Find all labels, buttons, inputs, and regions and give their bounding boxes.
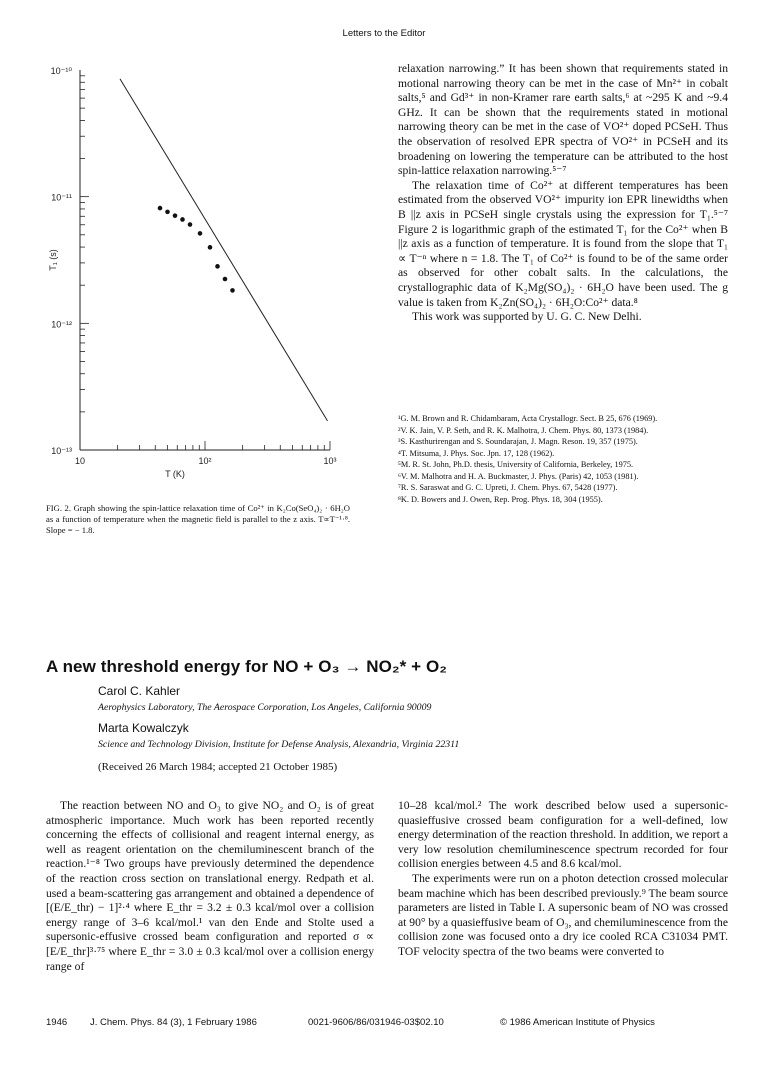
author-name: Marta Kowalczyk [98,721,189,735]
reference-item: ¹G. M. Brown and R. Chidambaram, Acta Crystallogr. Sect. B 25, 676 (1969). [398,414,658,423]
reference-list [398,413,732,505]
page-number: 1946 [46,1017,68,1028]
x-tick-label: 10² [198,456,212,466]
y-tick-label: 10⁻¹³ [51,446,72,456]
paragraph: This work was supported by U. G. C. New Delhi. [412,310,642,324]
article-code: 0021-9606/86/031946-03$02.10 [308,1017,444,1028]
y-tick-label: 10⁻¹⁰ [50,66,72,76]
paragraph: The relaxation time of Co²⁺ at different temperatures has been estimated from the observed VO²⁺ impurity ion EPR linewidths when B ||z axis in PCSeH single crystals using the expression for T₁.⁵⁻⁷ Figure 2 is logarithmic graph of the estimated T₁ for the Co²⁺ when B ||z axis as a function of temperature. It is found from the slope that T₁ ∝ T⁻ⁿ where n = 1.8. The T₁ of Co²⁺ is found to be of the same order as observed for other cobalt salts. In the calculations, the crystallographic data of K₂Mg(SO₄)₂ · 6H₂O have been used. The g value is taken from K₂Zn(SO₄)₂ · 6H₂O:Co²⁺ data.⁸ [398,178,728,309]
top-right-column [398,62,728,325]
data-point [215,264,220,269]
author-affiliation: Science and Technology Division, Institute for Defense Analysis, Alexandria, Virginia 22311 [98,739,460,750]
reference-item: ⁶V. M. Malhotra and H. A. Buckmaster, J. Phys. (Paris) 42, 1053 (1981). [398,471,639,481]
copyright-notice: © 1986 American Institute of Physics [500,1017,655,1028]
running-head: Letters to the Editor [342,28,426,39]
log-log-plot [40,50,350,480]
author-name: Carol C. Kahler [98,684,181,698]
author-affiliation: Aerophysics Laboratory, The Aerospace Corporation, Los Angeles, California 90009 [98,702,432,713]
journal-citation: J. Chem. Phys. 84 (3), 1 February 1986 [90,1017,257,1028]
reference-item: ⁸K. D. Bowers and J. Owen, Rep. Prog. Phys. 18, 304 (1955). [398,494,603,504]
reference-item: ⁷R. S. Saraswat and G. C. Upreti, J. Chem. Phys. 67, 5428 (1977). [398,483,618,492]
x-tick-label: 10 [74,456,86,466]
reference-item: ⁵M. R. St. John, Ph.D. thesis, University of California, Berkeley, 1975. [398,460,634,469]
figure-2-plot [40,50,350,480]
body-left-column [46,799,374,974]
paragraph: 10–28 kcal/mol.² The work described below used a supersonic-quasieffusive crossed beam configuration for a well-defined, low energy determination of the reaction threshold. In addition, we report a very low resolution chemiluminescence spectrum recorded for four collision energies between 4.5 and 8.6 kcal/mol. [398,799,728,871]
data-point [198,231,203,236]
y-axis-label: T₁ (s) [48,249,58,271]
reference-item: ⁴T. Mitsuma, J. Phys. Soc. Jpn. 17, 128 (1962). [398,448,555,458]
data-point [223,277,228,282]
received-date: (Received 26 March 1984; accepted 21 October 1985) [98,761,338,773]
data-point [230,288,235,293]
paragraph: relaxation narrowing.” It has been shown that requirements stated in motional narrowing theory can be met in the case of Mn²⁺ in cobalt salts,⁵ and Gd³⁺ in non-Kramer rare earth salts,⁶ at ~295 K and ~9.4 GHz. It can be shown that the requirements stated in motional narrowing theory can be met in the case of VO²⁺ doped PCSeH. Thus the observation of resolved EPR spectra of VO²⁺ in PCSeH and its broadening on lowering the temperature can be attributed to the host spin-lattice relaxation narrowing.⁵⁻⁷ [398,62,728,178]
data-point [165,210,170,215]
article-title: A new threshold energy for NO + O₃ → NO₂* + O₂ [46,657,448,676]
paragraph: The reaction between NO and O₃ to give NO₂ and O₂ is of great atmospheric importance. Much work has been reported recently concerning the effects of collisional and reagent internal energy, as well as reagent orientation on the chemiluminescent branch of the reaction.¹⁻⁸ Two groups have previously determined the dependence of the reaction cross section on translational energy. Redpath et al. used a beam-scattering gas arrangement and obtained a dependence of [(E/E_thr) − 1]²·⁴ where E_thr = 3.2 ± 0.3 kcal/mol over a collision energy range of 3–6 kcal/mol.¹ van den Ende and Stolte used a supersonic-effusive crossed beam configuration and reported σ ∝ [E/E_thr]³·⁷⁵ where E_thr = 3.0 ± 0.3 kcal/mol over a collision energy range of [46,799,374,973]
x-tick-label: 10³ [323,456,337,466]
data-point [188,222,193,227]
figure-caption: FIG. 2. Graph showing the spin-lattice relaxation time of Co²⁺ in K₂Co(SeO₄)₂ · 6H₂O as a function of temperature when the magnetic field is parallel to the z axis. T∝T⁻¹·⁸. Slope = − 1.8. [46,503,350,535]
data-point [180,217,185,222]
data-point [208,245,213,250]
data-point [158,206,163,211]
fit-line [120,79,328,421]
y-tick-label: 10⁻¹¹ [51,192,72,203]
data-point [173,213,178,218]
reference-item: ²V. K. Jain, V. P. Seth, and R. K. Malhotra, J. Chem. Phys. 80, 1373 (1984). [398,425,649,435]
reference-item: ³S. Kasthurirengan and S. Soundarajan, J. Magn. Reson. 19, 357 (1975). [398,437,638,446]
y-tick-label: 10⁻¹² [51,319,72,330]
x-axis-label: T (K) [165,469,185,479]
paragraph: The experiments were run on a photon detection crossed molecular beam machine which has been described previously.⁹ The beam source parameters are listed in Table I. A supersonic beam of NO was crossed at 90° by a quasieffusive beam of O₃, and chemiluminescence from the collision zone was focused onto a dry ice cooled RCA C31034 PMT. TOF velocity spectra of the two beams were converted to [398,871,728,958]
body-right-column [398,799,728,960]
